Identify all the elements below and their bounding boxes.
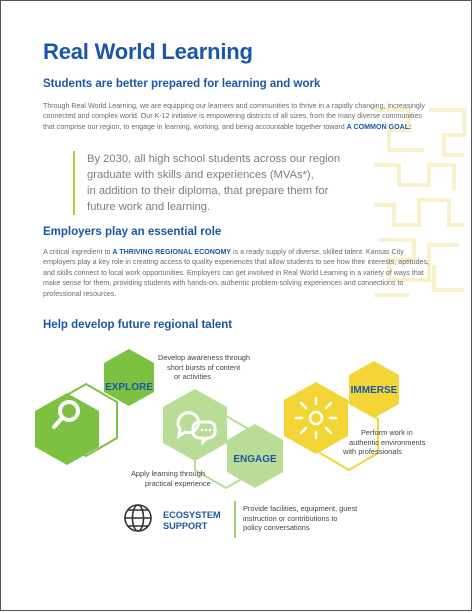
students-paragraph-text: Through Real World Learning, we are equipping our learners and communities to thrive in a rapidly changing, increasingly connected and complex world. Our K-12 initiative is empowering districts of all sizes, from the many diverse communities that comprise our region, to engage in learning, working, and being accountable together toward (43, 102, 425, 131)
explore-desc-line: or activities (174, 372, 211, 381)
ecosystem-desc-line: policy conversations (243, 523, 310, 532)
page-title: Real World Learning (43, 39, 253, 64)
thriving-economy-highlight: A THRIVING REGIONAL ECONOMY (112, 248, 232, 256)
employers-paragraph-intro: A critical ingredient to (43, 248, 113, 256)
quote-line: future work and learning. (87, 201, 211, 213)
immerse-description (343, 428, 426, 457)
learning-continuum-diagram (31, 346, 451, 604)
engage-desc-line: Apply learning through (131, 469, 205, 478)
explore-desc-line: short bursts of content (167, 362, 241, 372)
ecosystem-desc-line: instruction or contributions to (243, 513, 338, 523)
engage-label: ENGAGE (233, 454, 277, 465)
globe-icon (125, 505, 151, 531)
quote-line: graduate with skills and experiences (MVAs*), (87, 169, 314, 181)
engage-desc-line: practical experience (145, 478, 211, 488)
immerse-label: IMMERSE (350, 385, 398, 396)
quote-line: By 2030, all high school students across our region (87, 153, 341, 165)
ecosystem-desc-line: Provide facilities, equipment, guest (243, 504, 358, 513)
students-paragraph (43, 101, 435, 132)
immerse-desc-line: with professionals (343, 447, 402, 456)
quote-line: in addition to their diploma, that prepare them for (87, 185, 329, 197)
immerse-desc-line: authentic environments (349, 437, 426, 447)
explore-hexagon-label (104, 349, 154, 406)
employers-paragraph (43, 247, 435, 299)
section-heading-students: Students are better prepared for learning and work (43, 78, 321, 90)
section-heading-talent: Help develop future regional talent (43, 319, 233, 331)
common-goal-highlight: A COMMON GOAL: (346, 122, 412, 131)
ecosystem-description (243, 504, 357, 533)
ecosystem-support-label (163, 510, 221, 532)
explore-desc-line: Develop awareness through (158, 353, 251, 362)
employers-paragraph-text: is a ready supply of diverse, skilled talent. Kansas City employers play a key role in creating access to quality experiences that allow students to see how their interests, aptitudes, and skills connect to local work opportunities. Employers can get involved in Real World Learning in a variety of ways that make sense for them, providing students with hands-on, authentic problem-solving experiences and connections to professional resources. (43, 248, 430, 298)
section-heading-employers: Employers play an essential role (43, 226, 222, 238)
ecosystem-label-line: SUPPORT (163, 521, 208, 531)
explore-label: EXPLORE (105, 382, 153, 393)
engage-description (131, 469, 211, 488)
immerse-hexagon-icon (284, 382, 348, 454)
immerse-desc-line: Perform work in (361, 428, 413, 437)
common-goal-quote (73, 151, 407, 215)
ecosystem-label-line: ECOSYSTEM (163, 510, 221, 520)
explore-description (158, 353, 250, 382)
